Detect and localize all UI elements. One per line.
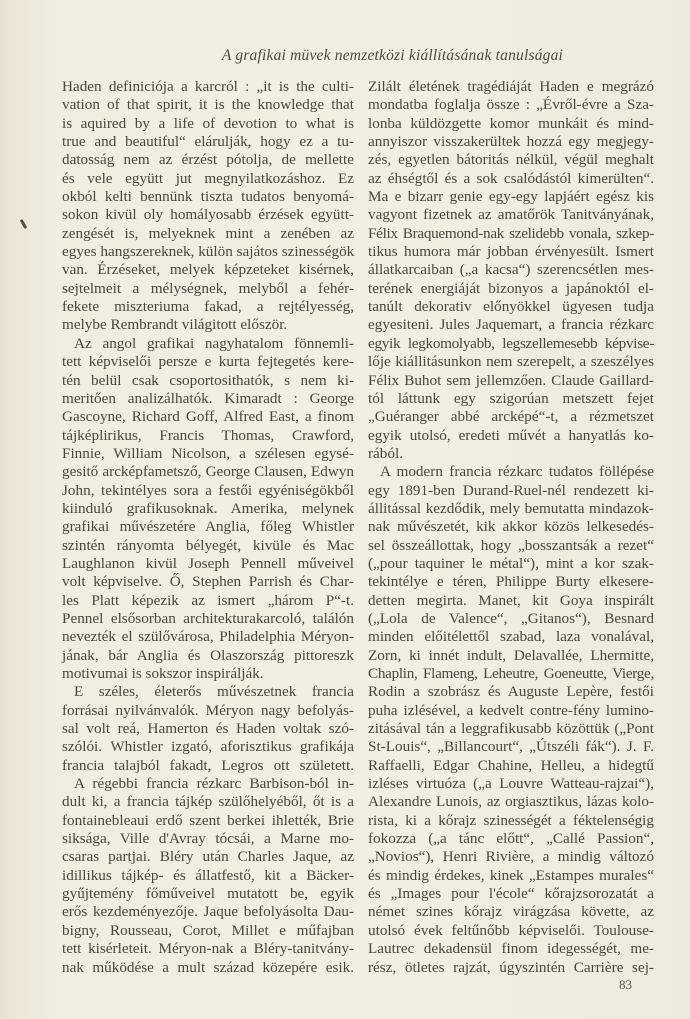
text-line: tekintélye e téren, Philippe Burty elkesere- — [368, 573, 654, 591]
text-line: sel összeállottak, hogy „bosszantsák a rezet“ — [368, 536, 654, 554]
left-column — [62, 78, 354, 977]
text-line: tett képviselői persze e kurta fejtegetés kere- — [62, 353, 354, 371]
text-line: egyik utolsó, eredeti művét a hanyatlás ko- — [368, 426, 654, 444]
text-line: okból kelti bennünk tiszta tudatos benyomá- — [62, 188, 354, 206]
text-line: „Guéranger abbé arcképé“-t, a rézmetszet — [368, 408, 654, 426]
text-line: datosság nem az érzést pótolja, de mellette — [62, 151, 354, 169]
text-line: Félix Braquemond-nak szelidebb vonala, szkep- — [368, 224, 654, 242]
text-line: minden előitélettől szabad, laza vonalával, — [368, 628, 654, 646]
text-line: true and beautiful“ elárulják, hogy ez a tu- — [62, 133, 354, 151]
text-line: nak működése a mult század közepére esik. — [62, 958, 354, 976]
text-line: Lautrec dekadensül finom idegességét, me- — [368, 940, 654, 958]
text-line: zitásával tán a leggrafikusabb közöttük („Pont — [368, 720, 654, 738]
text-line: sal volt reá, Hamerton és Haden voltak szó- — [62, 720, 354, 738]
text-line: kiinduló grafikusoknak. Amerika, melynek — [62, 499, 354, 517]
text-line: Az angol grafikai nagyhatalom fönnemli- — [74, 334, 354, 352]
text-line: francia talajból fakadt, Legros ott született. — [62, 756, 354, 774]
text-line: egyik legkomolyabb, legszellemesebb képvise- — [368, 334, 654, 352]
text-line: fontainebleaui erdő szent berkei ihlették, Brie — [62, 811, 354, 829]
text-line: rész, ötletes rajzát, úgyszintén Carrière sej- — [368, 958, 654, 976]
text-line: Zorn, ki innét indult, Delavallée, Lhermitte, — [368, 646, 654, 664]
text-line: rista, ki a kőrajz szinességét a féktelenségig — [368, 811, 654, 829]
text-line: vagyont fizetnek az amatőrök Tanitványának, — [368, 206, 654, 224]
text-line: nak művészetét, kik akkor közös lelkesedés- — [368, 518, 654, 536]
text-line: puha izlésével, a kedvelt contre-fény lumino- — [368, 701, 654, 719]
text-line: Pennel elsősorban architekturakarcoló, találón — [62, 609, 354, 627]
text-line: zengését is, melyeknek mint a zenében az — [62, 224, 354, 242]
text-line: Laughlanon kivül Joseph Pennell műveivel — [62, 554, 354, 572]
text-line: Chaplin, Flameng, Leheutre, Goeneutte, Vierge, — [368, 665, 654, 682]
text-line: bigny, Rousseau, Corot, Millet e műfajban — [62, 921, 354, 939]
text-line: Finnie, William Nicolson, a szélesen egysé- — [62, 444, 354, 462]
text-line: lonba küldözgette komor munkáit és mind- — [368, 114, 654, 132]
text-line: van. Érzéseket, melyek képzeteket kisérnek, — [62, 261, 354, 279]
text-line: és mindig érdekes, kinek „Estampes murales“ — [368, 866, 654, 884]
text-line: Raffaelli, Edgar Chahine, Helleu, a hidegtű — [368, 756, 654, 774]
text-line: terének energiáját bizonyos a japánoktól el- — [368, 279, 654, 297]
running-head: A grafikai müvek nemzetközi kiállításának tanulságai — [221, 47, 564, 64]
text-line: jának, bár Anglia és Olaszország pittoreszk — [62, 646, 354, 664]
text-line: A régebbi francia rézkarc Barbison-ból in- — [74, 775, 354, 793]
text-line: Rodin a szobrász és Auguste Lepère, festői — [368, 683, 654, 701]
text-line: John, tekintélyes sora a festői egyéniségökből — [62, 481, 354, 499]
text-line: („Lola de Valence“, „Gitanos“), Besnard — [368, 609, 654, 627]
text-line: egyes hangszereknek, külön sajátos szinességök — [62, 243, 355, 261]
text-line: forrásai nyilvánvalók. Méryon nagy befolyás- — [62, 701, 354, 719]
text-line: rából. — [368, 444, 404, 462]
text-line: és vele együtt jut megnyilatkozáshoz. Ez — [62, 169, 354, 187]
text-line: egy 1891-ben Durand-Ruel-nél rendezett ki- — [368, 481, 654, 499]
text-line: tett kisérleteit. Méryon-nak a Bléry-tanitvány- — [62, 940, 354, 958]
text-line: szólói. Whistler izgató, aforisztikus grafikája — [62, 738, 354, 756]
text-line: tikus humora már jobban érvényesült. Ismert — [368, 243, 654, 261]
text-line: egyesiteni. Jules Jaquemart, a francia rézkarc — [368, 316, 654, 334]
text-line: fokozza („a tánc előtt“, „Callé Passion“, — [368, 830, 654, 848]
text-line: idillikus tájkép- és állatfestő, kit a Bäcker- — [62, 866, 354, 884]
text-line: állatkarcaiban („a kacsa“) szerencsétlen mes- — [368, 261, 654, 279]
text-line: meritően analizálhatók. Kimaradt : George — [62, 389, 354, 407]
text-line: sokon kivül oly homályosabb érzések együtt- — [62, 206, 354, 224]
text-line: grafikai művészetére Anglia, főleg Whistler — [62, 518, 354, 536]
text-line: német szines kőrajz virágzása követte, az — [368, 903, 654, 921]
text-line: gesitő arcképfametsző, George Clausen, Edwyn — [62, 463, 354, 481]
text-line: annyiszor visszakerültek hozzá egy megjegy- — [368, 133, 654, 151]
text-line: izléses virtuóza („a Louvre Watteau-rajzai“), — [368, 775, 654, 793]
text-line: („pour taquiner le métal“), mint a kor szak- — [368, 554, 654, 572]
text-line: tól láttunk egy szigorúan metszett fejet — [368, 389, 654, 407]
right-column — [368, 78, 654, 977]
text-line: csaras partjai. Bléry után Charles Jaque, az — [62, 848, 354, 866]
text-line: Félix Buhot sem jellemzően. Claude Gaillard- — [368, 371, 654, 389]
text-line: Zilált életének tragédiáját Haden e megrázó — [368, 78, 654, 95]
text-line: tanúlt dekorativ előnyökkel ügyesen tudja — [368, 298, 654, 316]
text-line: utolsó évek feltűnőbb képviselői. Toulouse- — [368, 921, 654, 939]
text-line: tén belül csak csoportosithatók, s nem ki- — [62, 371, 354, 389]
text-line: St-Louis“, „Billancourt“, „Útszéli fák“). J. F. — [368, 738, 654, 756]
text-line: siksága, Ville d'Avray tócsái, a Marne mo- — [62, 830, 354, 848]
text-line: detten megirta. Manet, kit Goya inspirált — [368, 591, 654, 609]
text-line: Gascoyne, Richard Goff, Alfred East, a finom — [62, 408, 354, 426]
text-line: Alexandre Lunois, az orgiasztikus, lázas kolo- — [368, 793, 654, 811]
text-line: „Novios“), Henri Rivière, a mindig változó — [368, 848, 654, 866]
text-line: les Platt képezik az ismert „három P“-t. — [62, 591, 354, 609]
text-line: az éhségtől és a sok csalódástól kimerülten“. — [368, 169, 654, 187]
text-line: szintén rányomta bélyegét, kivüle és Mac — [62, 536, 354, 554]
text-line: mondatba foglalja össze : „Évről-évre a Sza- — [368, 96, 654, 114]
text-line: nevezték el szülővárosa, Philadelphia Méryon- — [62, 628, 354, 646]
text-line: és „Images pour l'école“ kőrajzsorozatát a — [368, 885, 654, 903]
text-line: Ma e bizarr genie egy-egy lapjáért egész kis — [368, 188, 654, 206]
text-line: A modern francia rézkarc tudatos föllépése — [380, 463, 654, 481]
text-line: erős kezdeményezője. Jaque befolyásolta Dau- — [62, 903, 354, 921]
ink-mark — [20, 219, 28, 229]
text-line: melybe Rembrandt világitott először. — [62, 316, 288, 334]
page-number: 83 — [619, 977, 632, 992]
text-line: sejtelmeit a mélységnek, melyből a fehér- — [62, 279, 354, 297]
text-line: E széles, életerős művészetnek francia — [74, 683, 354, 701]
text-line: gyűjtemény főműveivel mutatott be, egyik — [62, 885, 354, 903]
text-line: fekete miszteriuma fakad, a rejtélyesség, — [62, 298, 354, 316]
text-line: lője kiállitásunkon nem szerepelt, a szeszélyes — [368, 353, 654, 371]
text-line: vation of that spirit, it is the knowledge that — [62, 96, 354, 114]
text-line: is aquired by a life of devotion to what is — [62, 114, 354, 132]
text-line: tájképlirikus, Francis Thomas, Crawford, — [62, 426, 354, 444]
text-line: volt képviselve. Ő, Stephen Parrish és Char- — [62, 573, 354, 591]
text-line: állitással kezdődik, mely bemutatta mindazok- — [368, 499, 654, 517]
text-line: zés, egyetlen bátoritás nélkül, végül meghalt — [368, 151, 654, 169]
text-line: Haden definiciója a karcról : „it is the culti- — [62, 78, 354, 95]
text-line: motivumai is sokszor inspirálják. — [62, 665, 264, 682]
text-line: dult ki, a francia tájkép szülőhelyéből, őt is a — [62, 793, 354, 811]
